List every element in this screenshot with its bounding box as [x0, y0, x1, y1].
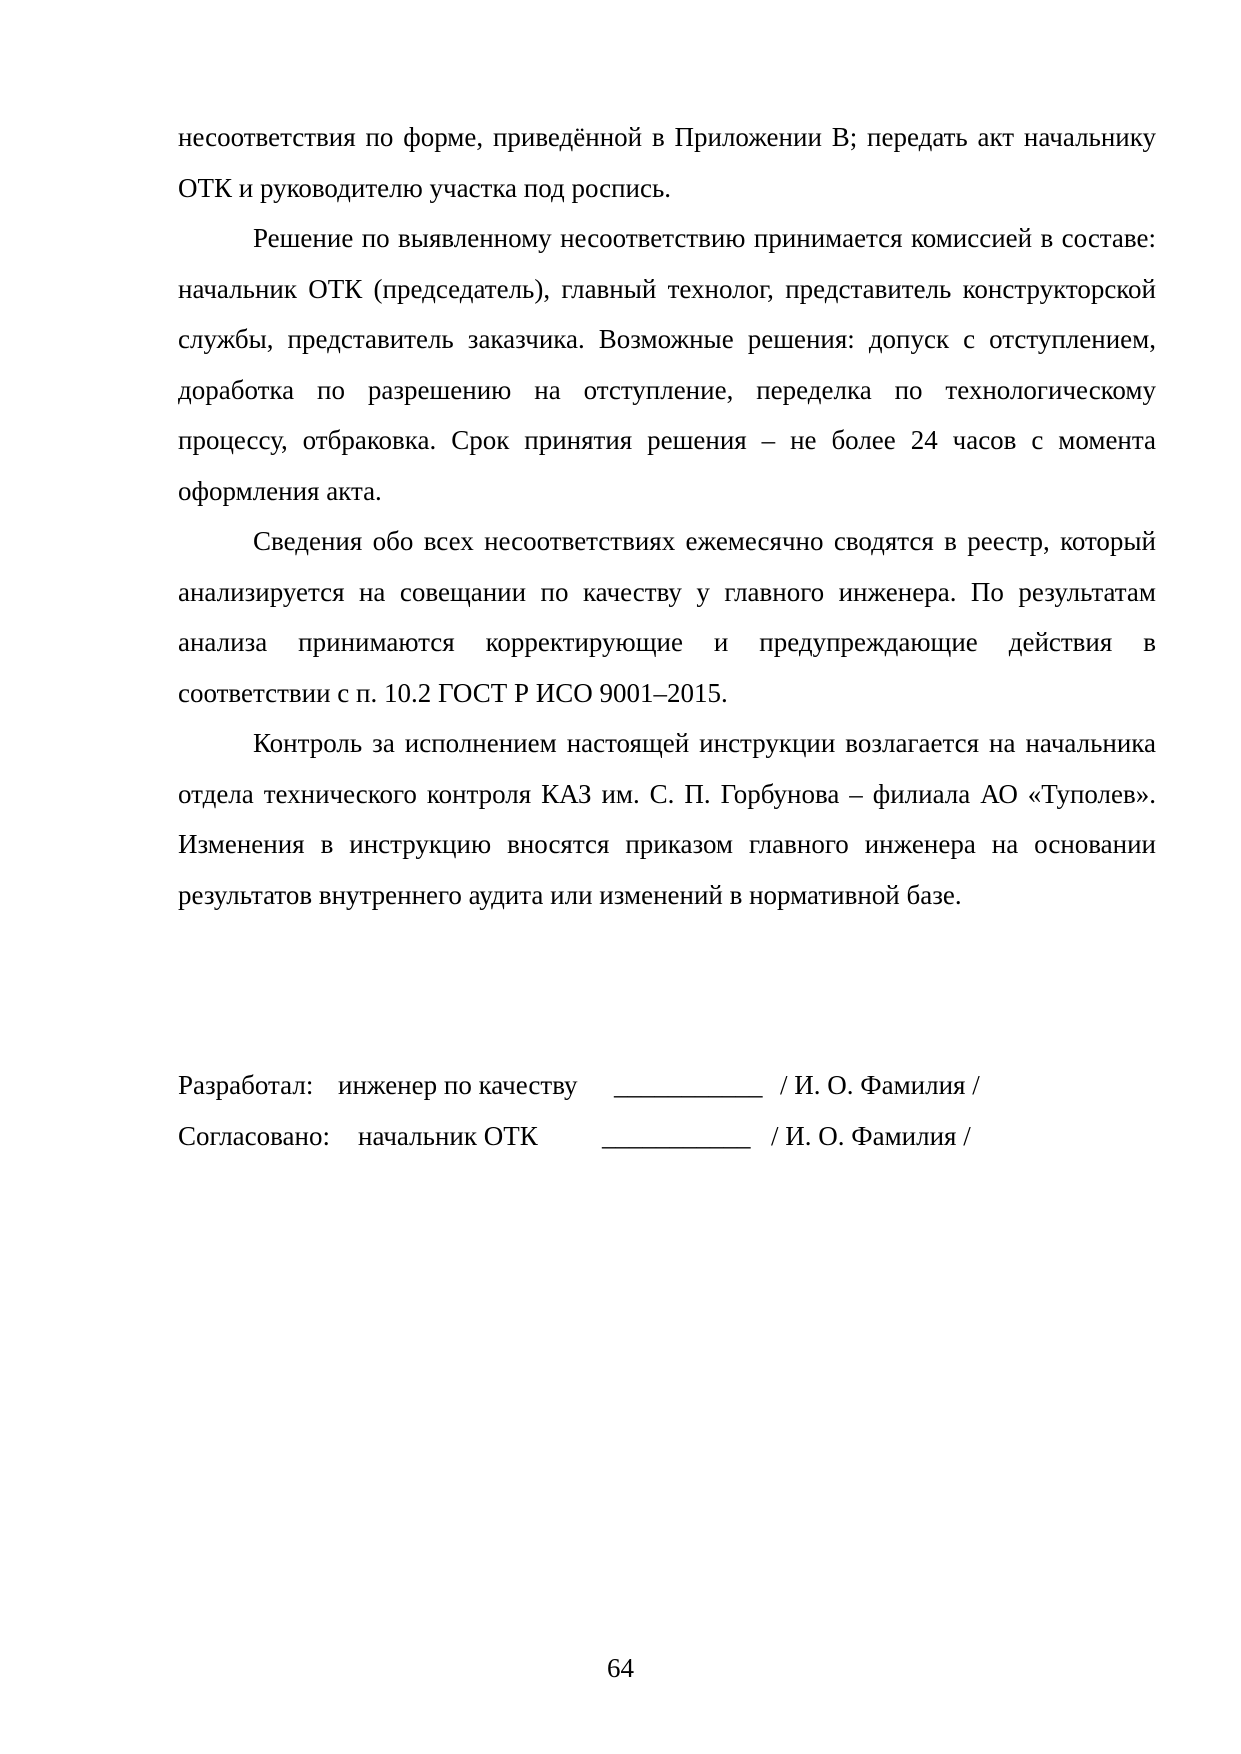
- signature-line: ___________: [602, 1120, 751, 1151]
- signature-row-developed: [178, 1060, 1156, 1111]
- signature-name: / И. О. Фамилия /: [780, 1070, 980, 1100]
- signature-role: инженер по качеству: [338, 1070, 578, 1100]
- signature-role: начальник ОТК: [358, 1120, 538, 1151]
- paragraph-nonconformity-register: Сведения обо всех несоответствиях ежемесячно сводятся в реестр, который анализируется на совещании по качеству у главного инженера. По результатам анализа принимаются корректирующие и предупреждающие действия в соответствии с п. 10.2 ГОСТ Р ИСО 9001–2015.: [178, 526, 1156, 708]
- paragraph-instruction-control: Контроль за исполнением настоящей инструкции возлагается на начальника отдела технического контроля КАЗ им. С. П. Горбунова – филиала АО «Туполев». Изменения в инструкцию вносятся приказом главного инженера на основании результатов внутреннего аудита или изменений в нормативной базе.: [178, 728, 1156, 910]
- signature-line: ___________: [614, 1070, 763, 1100]
- signature-row-approved: [178, 1111, 1156, 1162]
- signature-block: [178, 1060, 1156, 1161]
- body-text: [178, 112, 1156, 920]
- paragraph-decision-commission: Решение по выявленному несоответствию принимается комиссией в составе: начальник ОТК (председатель), главный технолог, представитель конструкторской службы, представитель заказчика. Возможные решения: допуск с отступлением, доработка по разрешению на отступление, переделка по технологическому процессу, отбраковка. Срок принятия решения – не более 24 часов с момента оформления акта.: [178, 223, 1156, 506]
- paragraph-continuation: несоответствия по форме, приведённой в Приложении В; передать акт начальнику ОТК и руководителю участка под роспись.: [178, 122, 1156, 203]
- signature-label: Согласовано:: [178, 1120, 330, 1151]
- page-number: 64: [607, 1653, 634, 1683]
- signature-label: Разработал:: [178, 1070, 314, 1100]
- signature-name: / И. О. Фамилия /: [771, 1120, 971, 1151]
